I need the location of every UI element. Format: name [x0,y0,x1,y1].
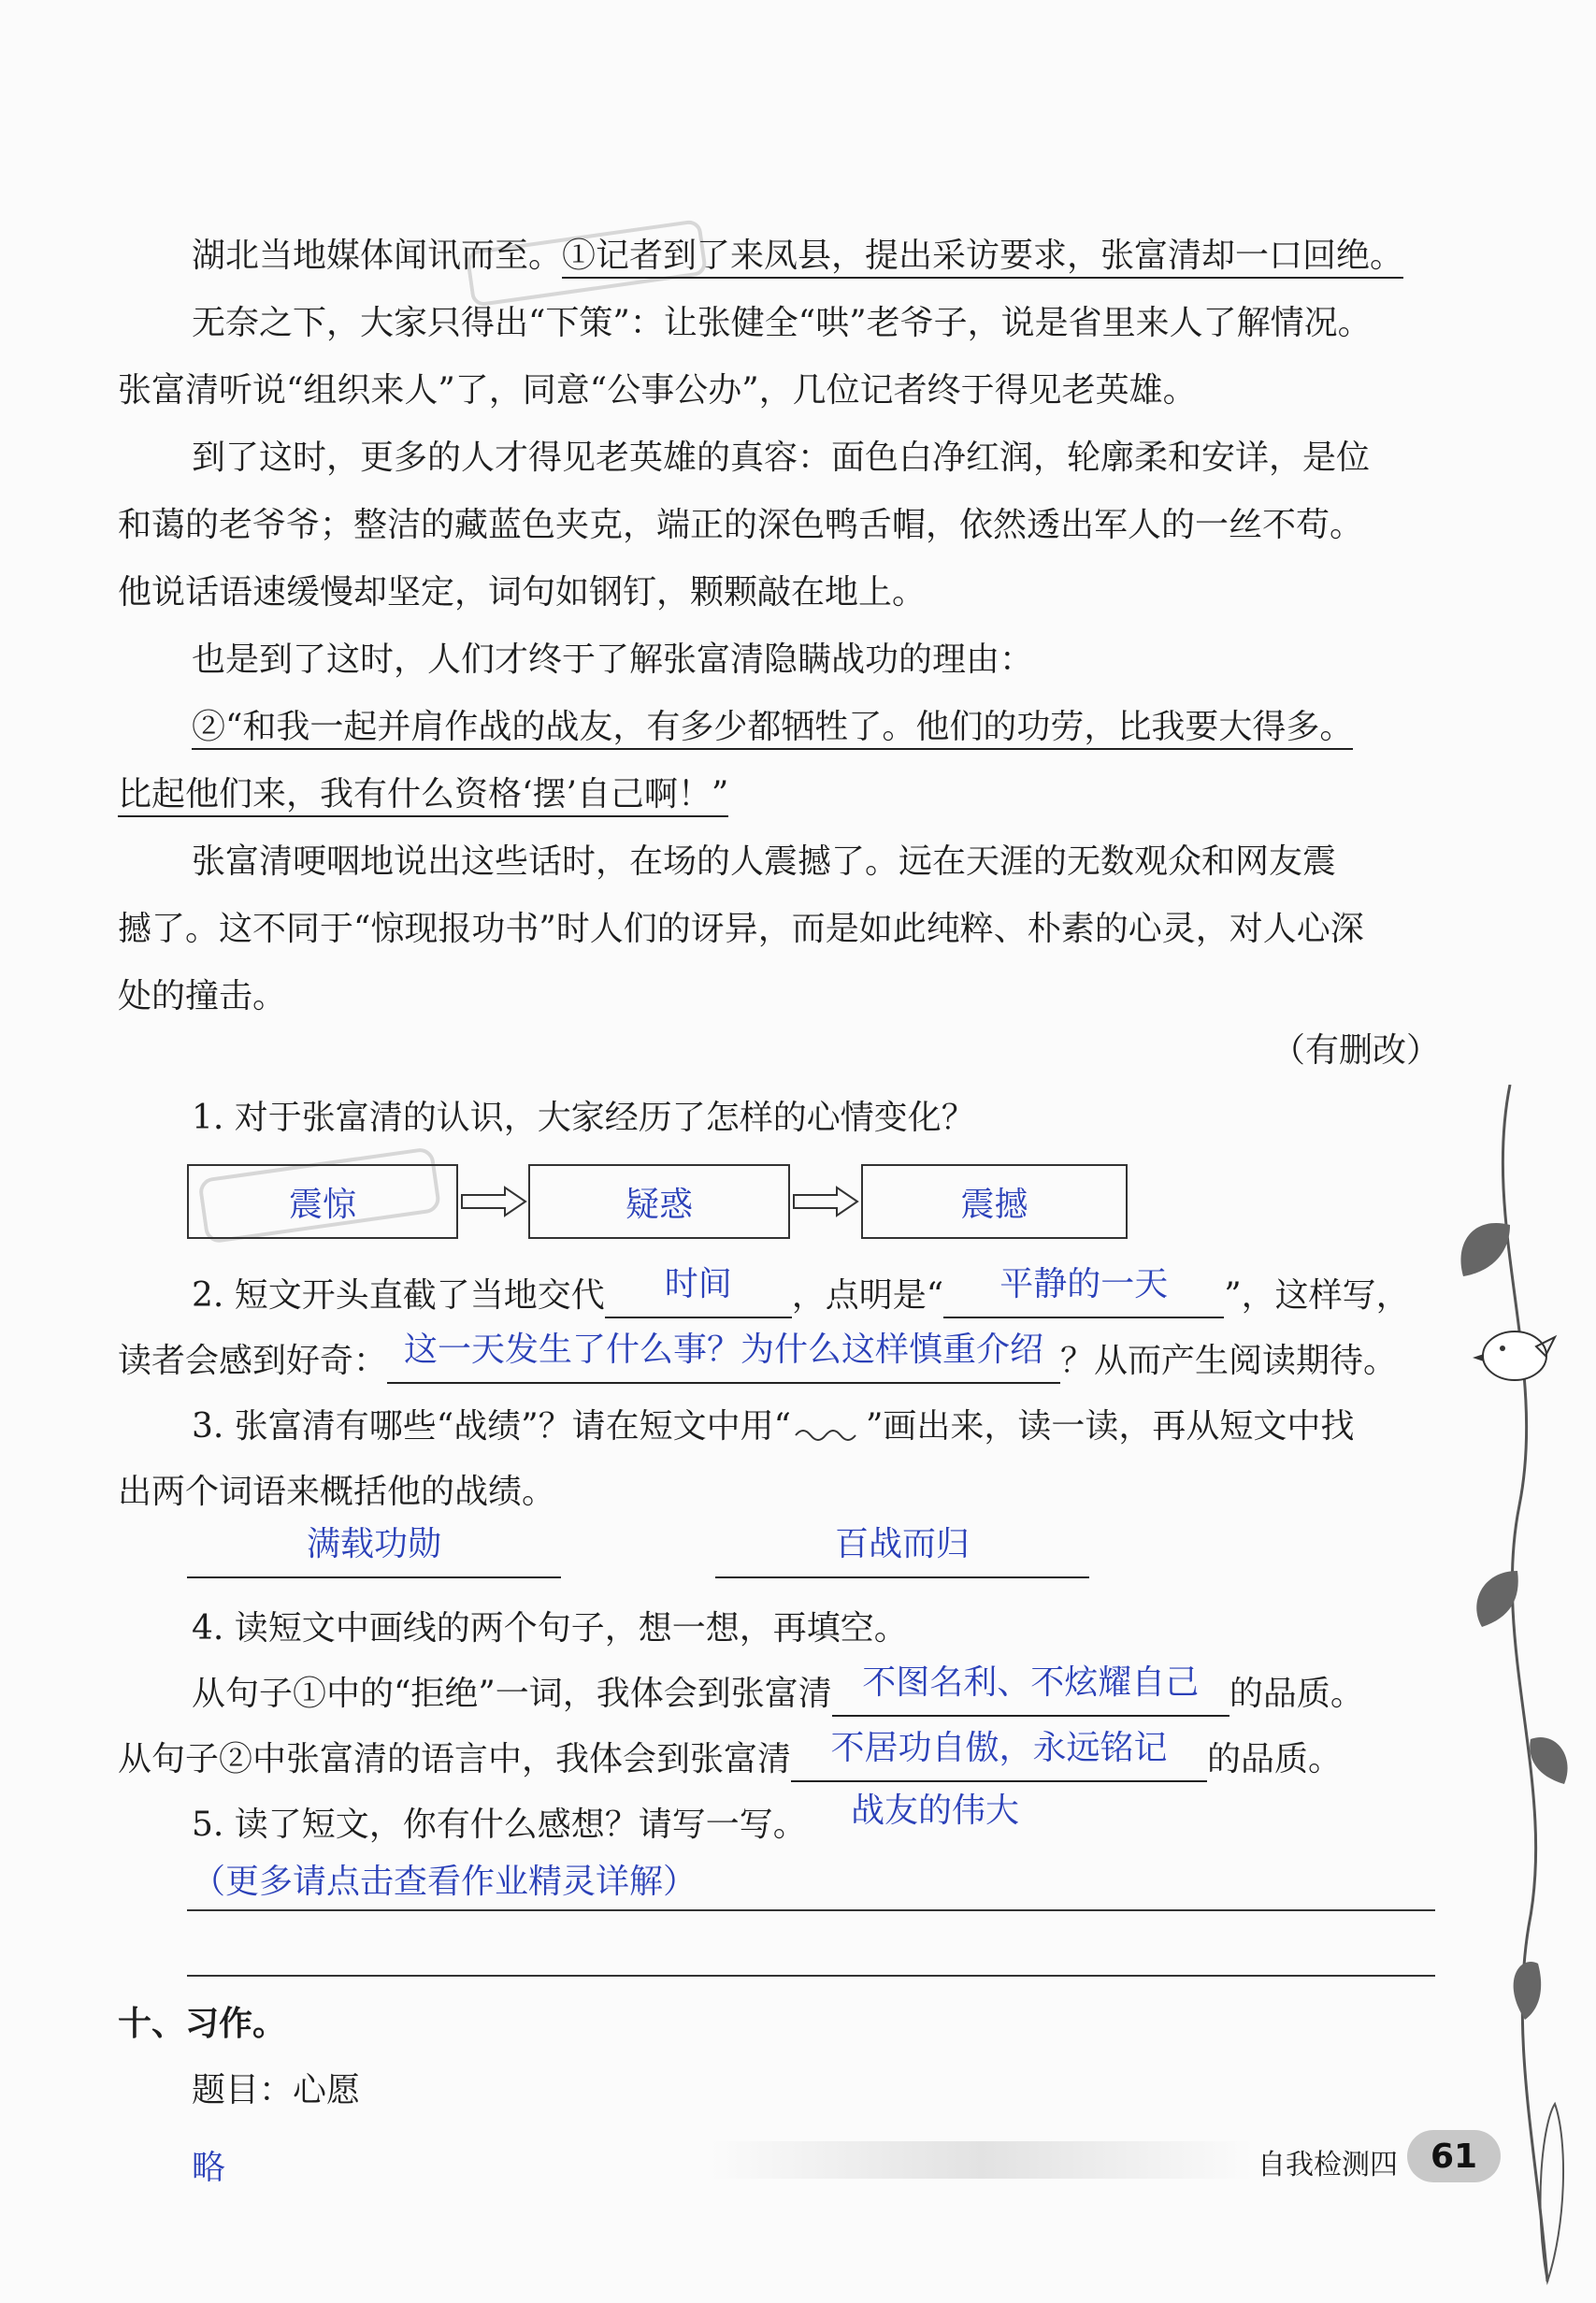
answer-blank [387,1331,1060,1384]
passage-line: 处的撞击。 [118,977,287,1015]
writing-line [187,1909,1435,1911]
passage-line [192,705,1538,750]
question-2 [192,1265,1538,1318]
passage-text: 湖北当地媒体闻讯而至。 [192,237,563,275]
question-text: 的品质。 [1229,1675,1364,1713]
answer-text: 这一天发生了什么事？为什么这样慎重介绍 [404,1331,1044,1369]
writing-line [187,1975,1435,1977]
question-text: 从句子①中的“拒绝”一词，我体会到张富清 [192,1675,832,1713]
bird-icon [1473,1331,1555,1380]
footer-section-label: 自我检测四 [1258,2149,1398,2181]
question-text: 3. 张富清有哪些“战绩”？请在短文中用“ [192,1407,792,1446]
answer-box-2 [528,1164,790,1239]
passage-line: 到了这时，更多的人才得见老英雄的真容：面色白净红润，轮廓柔和安详，是位 [192,439,1371,477]
answer-box-3 [861,1164,1128,1239]
passage-line: 撼了。这不同于“惊现报功书”时人们的讶异，而是如此纯粹、朴素的心灵，对人心深 [118,910,1364,948]
section-heading: 十、习作。 [118,2004,287,2043]
question-text: 5. 读了短文，你有什么感想？请写一写。 [192,1806,807,1844]
essay-answer: 略 [192,2149,226,2187]
question-3 [192,1404,1538,1449]
leaf-icon [1460,1223,1510,1276]
passage-line: 张富清哽咽地说出这些话时，在场的人震撼了。远在天涯的无数观众和网友震 [192,842,1337,881]
answer-box-text: 震撼 [960,1185,1028,1224]
source-note: （有删改） [1272,1031,1441,1070]
footer-faded-strip [711,2141,1253,2179]
underlined-sentence-2-cont: 比起他们来，我有什么资格‘摆’自己啊！” [118,775,728,817]
question-text: ”画出来，读一读，再从短文中找 [866,1407,1355,1446]
question-5-answer: 战友的伟大 [851,1792,1020,1830]
answer-text: 时间 [664,1265,732,1303]
answer-text: 满载功勋 [306,1525,441,1563]
passage-line: 和蔼的老爷爷；整洁的藏蓝色夹克，端正的深色鸭舌帽，依然透出军人的一丝不苟。 [118,506,1364,544]
answer-blank [791,1729,1207,1782]
question-text: ”，这样写， [1224,1276,1410,1315]
question-3-cont: 出两个词语来概括他的战绩。 [118,1473,556,1511]
passage-line: 他说话语速缓慢却坚定，词句如钢钉，颗颗敲在地上。 [118,573,927,612]
underlined-sentence-2: ②“和我一起并肩作战的战友，有多少都牺牲了。他们的功劳，比我要大得多。 [192,708,1353,750]
answer-blank [605,1265,792,1318]
question-4-line-1 [192,1663,1538,1717]
page-number-badge [1407,2130,1501,2182]
passage-line: 无奈之下，大家只得出“下策”：让张健全“哄”老爷子，说是省里来人了解情况。 [192,304,1372,342]
arrow-right-icon [460,1186,527,1217]
answer-text: 不图名利、不炫耀自己 [862,1663,1200,1702]
question-text: 从句子②中张富清的语言中，我体会到张富清 [118,1740,792,1778]
underlined-sentence-1: ①记者到了来凤县，提出采访要求，张富清却一口回绝。 [562,237,1403,279]
leaf-icon [1514,1962,1542,2020]
answer-blank [832,1663,1229,1717]
question-2-cont [118,1331,1464,1384]
question-text: 2. 短文开头直截了当地交代 [192,1276,605,1315]
question-text: 的品质。 [1207,1740,1343,1778]
answer-blank [715,1525,1089,1578]
answer-text: 不居功自傲，永远铭记 [830,1729,1168,1767]
passage-line [192,234,1538,279]
essay-topic: 题目：心愿 [192,2071,361,2109]
question-text: ？从而产生阅读期待。 [1060,1342,1398,1380]
question-text: ，点明是“ [791,1276,944,1315]
question-4: 4. 读短文中画线的两个句子，想一想，再填空。 [192,1609,908,1648]
leaf-icon [1530,1737,1567,1784]
passage-line: 张富清听说“组织来人”了，同意“公事公办”，几位记者终于得见老英雄。 [118,371,1197,410]
answer-blank [187,1525,561,1578]
leaf-icon [1540,2104,1563,2281]
answer-blank [943,1265,1224,1318]
answer-box-1 [187,1164,458,1239]
passage-line [118,772,1464,817]
answer-text: 百战而归 [834,1525,970,1563]
question-3-answers [187,1525,1533,1578]
answer-box-text: 疑惑 [625,1185,693,1224]
more-details-link[interactable]: （更多请点击查看作业精灵详解） [192,1863,697,1901]
page-number: 61 [1430,2137,1478,2176]
question-4-line-2 [118,1729,1464,1782]
wavy-line-icon [791,1417,866,1445]
answer-text: 平静的一天 [999,1265,1169,1303]
question-text: 读者会感到好奇： [118,1342,388,1380]
arrow-right-icon [792,1186,859,1217]
passage-line: 也是到了这时，人们才终于了解张富清隐瞒战功的理由： [192,641,1034,679]
question-1: 1. 对于张富清的认识，大家经历了怎样的心情变化？ [192,1099,975,1137]
leaf-icon [1476,1571,1517,1627]
vine-decoration-graphic [1445,1085,1594,2300]
answer-box-text: 震惊 [288,1185,356,1224]
